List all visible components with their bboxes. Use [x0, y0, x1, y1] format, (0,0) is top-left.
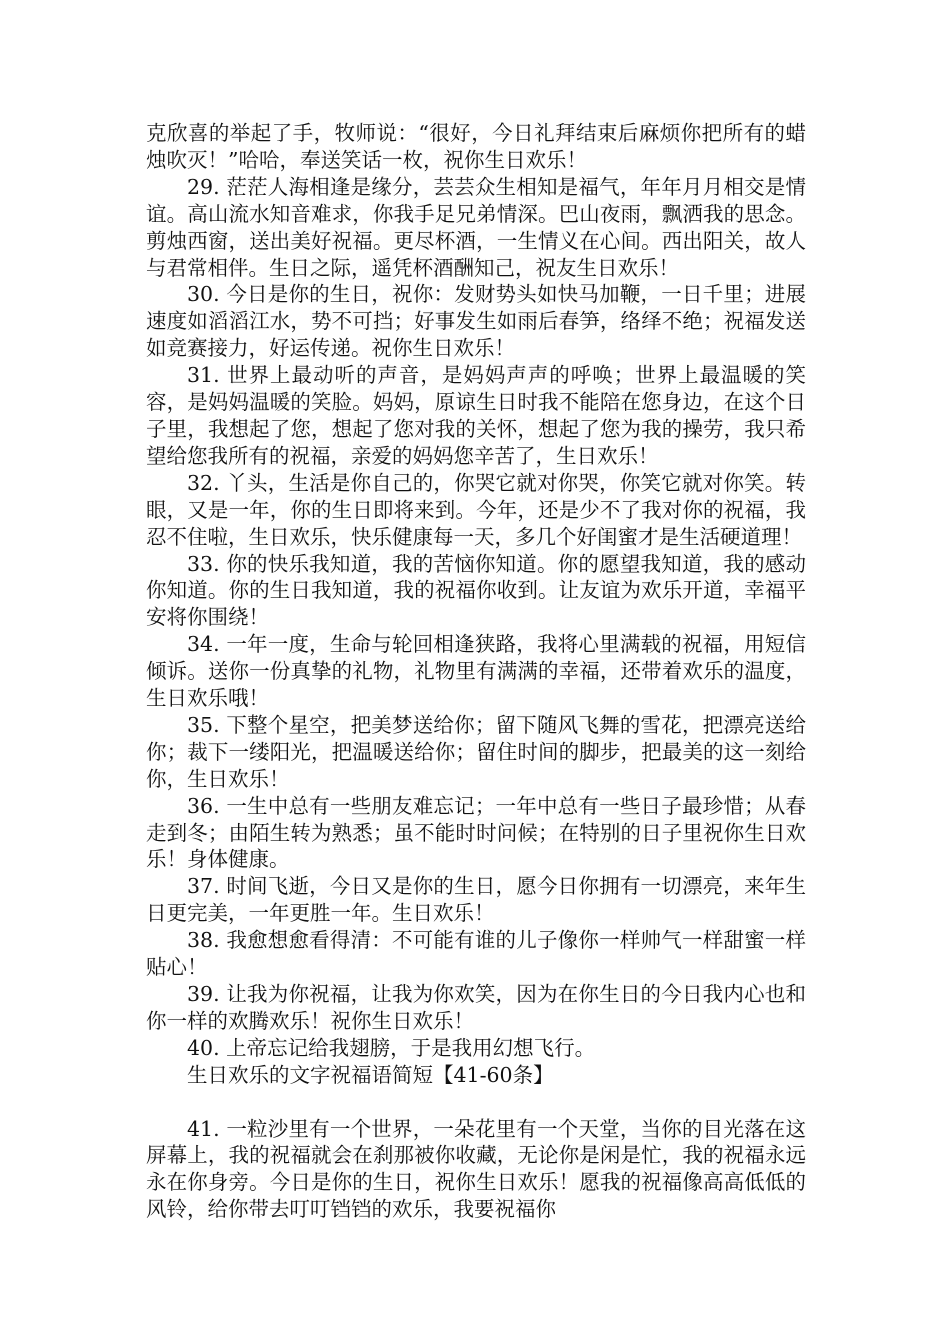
paragraph-continuation: 克欣喜的举起了手，牧师说：“很好，今日礼拜结束后麻烦你把所有的蜡烛吹灭！”哈哈，奉送笑话一枚，祝你生日欢乐！	[146, 121, 806, 172]
paragraph-33: 33. 你的快乐我知道，我的苦恼你知道。你的愿望我知道，我的感动你知道。你的生日我知道，我的祝福你收到。让友谊为欢乐开道，幸福平安将你围绕！	[146, 551, 806, 630]
paragraph-30: 30. 今日是你的生日，祝你：发财势头如快马加鞭，一日千里；进展速度如滔滔江水，势不可挡；好事发生如雨后春笋，络绎不绝；祝福发送如竞赛接力，好运传递。祝你生日欢乐！	[146, 282, 806, 361]
paragraph-29: 29. 茫茫人海相逢是缘分，芸芸众生相知是福气，年年月月相交是情谊。高山流水知音难求，你我手足兄弟情深。巴山夜雨，飘洒我的思念。剪烛西窗，送出美好祝福。更尽杯酒，一生情义在心间。西出阳关，故人与君常相伴。生日之际，遥凭杯酒酬知己，祝友生日欢乐！	[146, 174, 806, 280]
document-body	[146, 120, 806, 1223]
paragraph-36: 36. 一生中总有一些朋友难忘记；一年中总有一些日子最珍惜；从春走到冬；由陌生转为熟悉；虽不能时时问候；在特别的日子里祝你生日欢乐！身体健康。	[146, 793, 806, 872]
paragraph-34: 34. 一年一度，生命与轮回相逢狭路，我将心里满载的祝福，用短信倾诉。送你一份真挚的礼物，礼物里有满满的幸福，还带着欢乐的温度，生日欢乐哦！	[146, 632, 806, 711]
section-heading: 生日欢乐的文字祝福语简短【41-60条】	[187, 1062, 554, 1087]
paragraph-40: 40. 上帝忘记给我翅膀，于是我用幻想飞行。	[187, 1035, 596, 1060]
paragraph-31: 31. 世界上最动听的声音，是妈妈声声的呼唤；世界上最温暖的笑容，是妈妈温暖的笑脸。妈妈，原谅生日时我不能陪在您身边，在这个日子里，我想起了您，想起了您对我的关怀，想起了您为我的操劳，我只希望给您我所有的祝福，亲爱的妈妈您辛苦了，生日欢乐！	[146, 363, 806, 468]
paragraph-41: 41. 一粒沙里有一个世界，一朵花里有一个天堂，当你的目光落在这屏幕上，我的祝福就会在刹那被你收藏，无论你是闲是忙，我的祝福永远永在你身旁。今日是你的生日，祝你生日欢乐！愿我的祝福像高高低低的风铃，给你带去叮叮铛铛的欢乐，我要祝福你	[146, 1116, 806, 1222]
blank-line	[146, 1089, 806, 1116]
paragraph-39: 39. 让我为你祝福，让我为你欢笑，因为在你生日的今日我内心也和你一样的欢腾欢乐！祝你生日欢乐！	[146, 982, 806, 1033]
paragraph-32: 32. 丫头，生活是你自己的，你哭它就对你哭，你笑它就对你笑。转眼，又是一年，你的生日即将来到。今年，还是少不了我对你的祝福，我忍不住啦，生日欢乐，快乐健康每一天，多几个好闺蜜才是生活硬道理！	[146, 470, 806, 549]
paragraph-38: 38. 我愈想愈看得清：不可能有谁的儿子像你一样帅气一样甜蜜一样贴心！	[146, 928, 806, 980]
paragraph-37: 37. 时间飞逝，今日又是你的生日，愿今日你拥有一切漂亮，来年生日更完美，一年更胜一年。生日欢乐！	[146, 874, 806, 926]
paragraph-35: 35. 下整个星空，把美梦送给你；留下随风飞舞的雪花，把漂亮送给你；裁下一缕阳光，把温暖送给你；留住时间的脚步，把最美的这一刻给你，生日欢乐！	[146, 712, 806, 791]
